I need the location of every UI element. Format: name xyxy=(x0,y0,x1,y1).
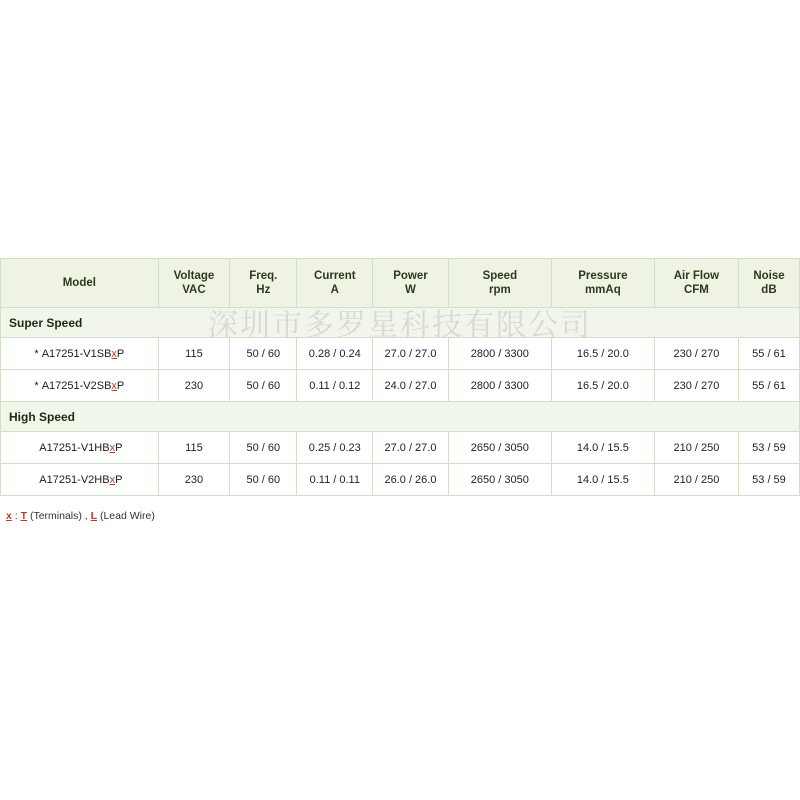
footnote-text-terminals: (Terminals) , xyxy=(27,510,91,522)
column-header-pressure-line2: mmAq xyxy=(584,284,621,296)
cell-speed: 2650 / 3050 xyxy=(448,464,551,496)
column-header-frequency xyxy=(230,259,297,308)
group-label-high-speed: High Speed xyxy=(1,402,800,432)
cell-airflow: 210 / 250 xyxy=(654,464,738,496)
cell-noise: 55 / 61 xyxy=(738,370,799,402)
cell-noise: 53 / 59 xyxy=(738,464,799,496)
footnote-key-t: T xyxy=(20,510,28,522)
column-header-airflow-line1: Air Flow xyxy=(673,269,720,282)
column-header-power-line2: W xyxy=(405,284,416,296)
cell-voltage: 115 xyxy=(158,338,229,370)
model-suffix: P xyxy=(116,347,125,360)
cell-speed: 2800 / 3300 xyxy=(448,338,551,370)
column-header-model xyxy=(1,259,159,308)
model-suffix: P xyxy=(116,379,125,392)
cell-power: 27.0 / 27.0 xyxy=(373,432,449,464)
column-header-power-line1: Power xyxy=(393,269,428,282)
column-header-current-line2: A xyxy=(330,284,339,296)
table-row xyxy=(1,432,800,464)
footnote-key-x: x xyxy=(6,510,12,522)
column-header-speed-line1: Speed xyxy=(482,269,518,282)
column-header-speed-line2: rpm xyxy=(488,284,511,296)
cell-noise: 53 / 59 xyxy=(738,432,799,464)
header-row xyxy=(1,259,800,308)
model-suffix: P xyxy=(115,441,123,454)
specification-table-container xyxy=(0,258,800,496)
column-header-voltage-line2: VAC xyxy=(182,284,206,296)
table-footnote xyxy=(6,510,155,522)
cell-noise: 55 / 61 xyxy=(738,338,799,370)
column-header-frequency-line1: Freq. xyxy=(249,269,278,282)
column-header-voltage-line1: Voltage xyxy=(173,269,215,282)
watermark-text: 深圳市多罗星科技有限公司 xyxy=(208,308,592,343)
column-header-airflow xyxy=(654,259,738,308)
cell-power: 26.0 / 26.0 xyxy=(373,464,449,496)
cell-speed: 2800 / 3300 xyxy=(448,370,551,402)
model-prefix: A17251-V2HB xyxy=(39,473,110,486)
column-header-noise-line1: Noise xyxy=(753,269,785,282)
cell-voltage: 115 xyxy=(158,432,229,464)
cell-model xyxy=(1,464,159,496)
cell-pressure: 14.0 / 15.5 xyxy=(551,432,654,464)
table-row xyxy=(1,464,800,496)
column-header-power xyxy=(373,259,449,308)
table-body xyxy=(1,308,800,496)
column-header-noise-line2: dB xyxy=(761,284,777,296)
column-header-voltage xyxy=(158,259,229,308)
model-prefix: A17251-V2SB xyxy=(41,379,112,392)
cell-frequency: 50 / 60 xyxy=(230,370,297,402)
column-header-pressure xyxy=(551,259,654,308)
column-header-pressure-line1: Pressure xyxy=(578,269,628,282)
cell-power: 27.0 / 27.0 xyxy=(373,338,449,370)
model-suffix: P xyxy=(115,473,123,486)
specification-table xyxy=(0,258,800,496)
cell-airflow: 230 / 270 xyxy=(654,370,738,402)
column-header-current-line1: Current xyxy=(314,269,356,282)
cell-current: 0.25 / 0.23 xyxy=(297,432,373,464)
cell-pressure: 16.5 / 20.0 xyxy=(551,370,654,402)
cell-speed: 2650 / 3050 xyxy=(448,432,551,464)
group-row xyxy=(1,308,800,338)
cell-current: 0.28 / 0.24 xyxy=(297,338,373,370)
cell-model xyxy=(1,370,159,402)
table-row xyxy=(1,370,800,402)
cell-frequency: 50 / 60 xyxy=(230,464,297,496)
column-header-current xyxy=(297,259,373,308)
model-variable: x xyxy=(111,347,117,360)
cell-power: 24.0 / 27.0 xyxy=(373,370,449,402)
cell-frequency: 50 / 60 xyxy=(230,338,297,370)
model-star: * xyxy=(34,347,39,360)
cell-pressure: 14.0 / 15.5 xyxy=(551,464,654,496)
cell-pressure: 16.5 / 20.0 xyxy=(551,338,654,370)
model-prefix: A17251-V1HB xyxy=(39,441,110,454)
table-header xyxy=(1,259,800,308)
cell-airflow: 230 / 270 xyxy=(654,338,738,370)
cell-model xyxy=(1,432,159,464)
column-header-speed xyxy=(448,259,551,308)
column-header-airflow-line2: CFM xyxy=(683,284,709,296)
cell-voltage: 230 xyxy=(158,464,229,496)
column-header-frequency-line2: Hz xyxy=(256,284,271,296)
footnote-text-leadwire: (Lead Wire) xyxy=(97,510,155,522)
cell-voltage: 230 xyxy=(158,370,229,402)
cell-current: 0.11 / 0.12 xyxy=(297,370,373,402)
cell-current: 0.11 / 0.11 xyxy=(297,464,373,496)
cell-frequency: 50 / 60 xyxy=(230,432,297,464)
footnote-separator: : xyxy=(11,510,21,522)
model-prefix: A17251-V1SB xyxy=(41,347,112,360)
column-header-noise xyxy=(738,259,799,308)
model-variable: x xyxy=(109,473,116,486)
group-row xyxy=(1,402,800,432)
group-label-super-speed: Super Speed xyxy=(1,308,800,338)
column-header-model-line1: Model xyxy=(62,276,96,289)
table-row xyxy=(1,338,800,370)
model-variable: x xyxy=(111,379,117,392)
model-star: * xyxy=(34,379,39,392)
model-variable: x xyxy=(109,441,116,454)
cell-model xyxy=(1,338,159,370)
cell-airflow: 210 / 250 xyxy=(654,432,738,464)
footnote-key-l: L xyxy=(90,510,98,522)
